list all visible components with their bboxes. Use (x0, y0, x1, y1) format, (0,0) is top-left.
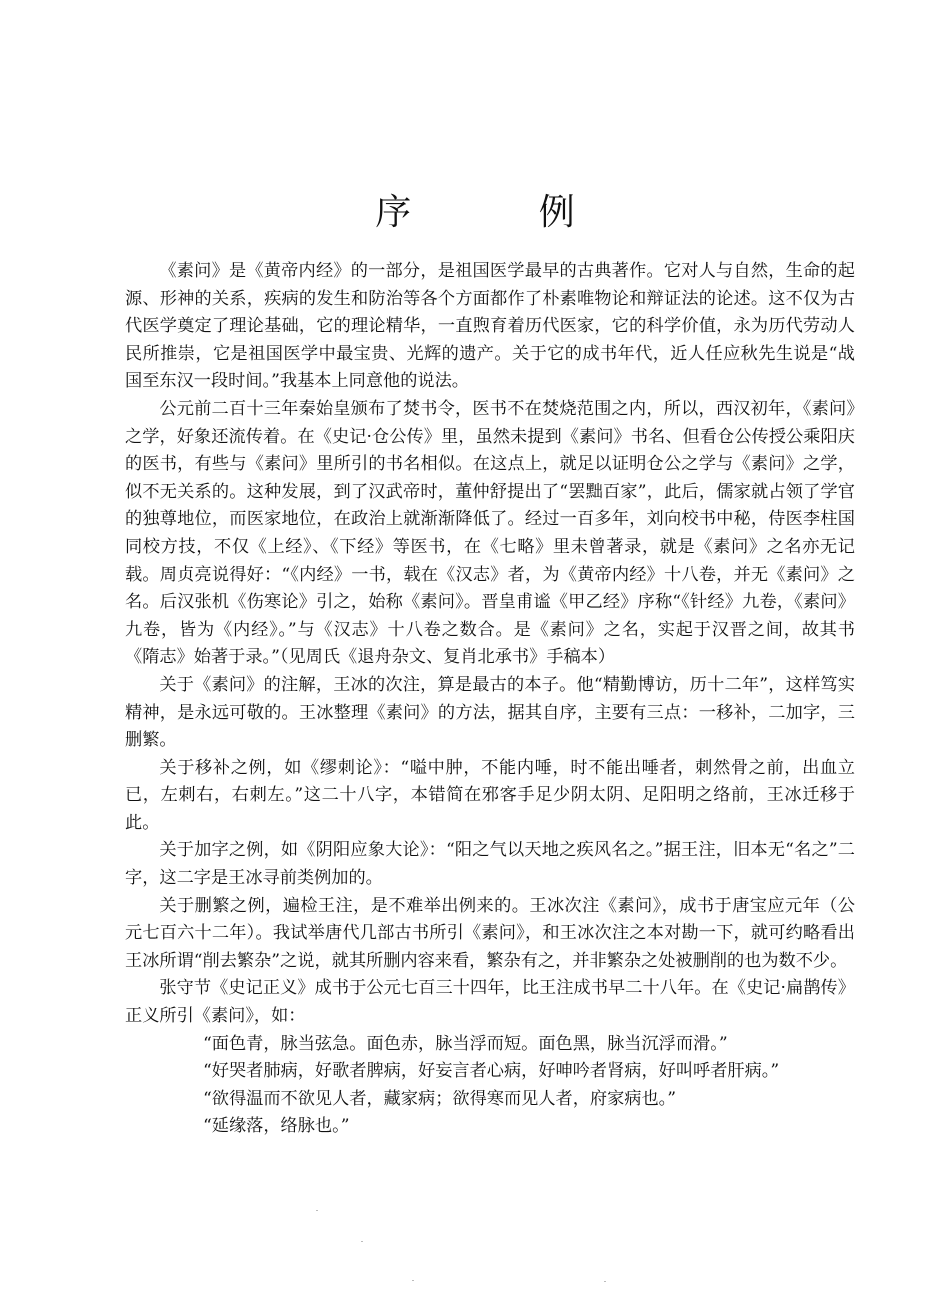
paragraph-deletion: 关于删繁之例，遍检王注，是不难举出例来的。王冰次注《素问》，成书于唐宝应元年（公元七百六十二年）。我试举唐代几部古书所引《素问》，和王冰次注之本对勘一下，就可约略看出王冰所谓“削去繁杂”之说，就其所删内容来看，繁杂有之，并非繁杂之处被删削的也为数不少。 (125, 895, 855, 971)
quote-line: “面色青，脉当弦急。面色赤，脉当浮而短。面色黑，脉当沉浮而滑。” (203, 1033, 728, 1054)
paragraph-relocation: 关于移补之例，如《缪刺论》：“嗌中肿，不能内唾，时不能出唾者，刺然骨之前，出血立已，左刺右，右刺左。”这二十八字，本错简在邪客手足少阴太阴、足阳明之络前，王冰迁移于此。 (125, 757, 855, 833)
scan-speck (361, 1241, 363, 1242)
quote-line: “延缘落，络脉也。” (203, 1116, 350, 1137)
quote-line: “欲得温而不欲见人者，藏家病；欲得寒而见人者，府家病也。” (203, 1088, 677, 1109)
paragraph-zhang-shoujie: 张守节《史记正义》成书于公元七百三十四年，比王注成书早二十八年。在《史记·扁鹊传》正义所引《素问》，如： (125, 978, 855, 1027)
quote-line: “好哭者肺病，好歌者脾病，好妄言者心病，好呻吟者肾病，好叫呼者肝病。” (203, 1061, 780, 1082)
paragraph-wang-bing: 关于《素问》的注解，王冰的次注，算是最古的本子。他“精勤博访，历十二年”，这样笃实精神，是永远可敬的。王冰整理《素问》的方法，据其自序，主要有三点：一移补，二加字，三删繁。 (125, 674, 855, 751)
body-text (125, 258, 855, 1141)
paragraph-history: 公元前二百十三年秦始皇颁布了焚书令，医书不在焚烧范围之内，所以，西汉初年，《素问》之学，好象还流传着。在《史记·仓公传》里，虽然未提到《素问》书名、但看仓公传授公乘阳庆的医书，有些与《素问》里所引的书名相似。在这点上，就足以证明仓公之学与《素问》之学，似不无关系的。这种发展，到了汉武帝时，董仲舒提出了“罢黜百家”，此后，儒家就占领了学官的独尊地位，而医家地位，在政治上就渐渐降低了。经过一百多年，刘向校书中秘，侍医李柱国同校方技，不仅《上经》、《下经》等医书，在《七略》里未曾著录，就是《素问》之名亦无记载。周贞亮说得好：“《内经》一书，载在《汉志》者，为《黄帝内经》十八卷，并无《素问》之名。后汉张机《伤寒论》引之，始称《素问》。晋皇甫谧《甲乙经》序称“《针经》九卷，《素问》九卷，皆为《内经》。”与《汉志》十八卷之数合。是《素问》之名，实起于汉晋之间，故其书《隋志》始著于录。”（见周氏《退舟杂文、复肖北承书》手稿本） (125, 398, 855, 668)
scan-speck (412, 1280, 414, 1281)
paragraph-addition: 关于加字之例，如《阴阳应象大论》：“阳之气以天地之疾风名之。”据王注，旧本无“名之”二字，这二字是王冰寻前类例加的。 (125, 840, 855, 889)
scan-speck (316, 1210, 318, 1211)
scan-speck (604, 1281, 606, 1282)
page-title: 序 例 (375, 192, 633, 233)
paragraph-intro: 《素问》是《黄帝内经》的一部分，是祖国医学最早的古典著作。它对人与自然，生命的起源、形神的关系，疾病的发生和防治等各个方面都作了朴素唯物论和辩证法的论述。这不仅为古代医学奠定了理论基础，它的理论精华，一直煦育着历代医家，它的科学价值，永为历代劳动人民所推崇，它是祖国医学中最宝贵、光辉的遗产。关于它的成书年代，近人任应秋先生说是“战国至东汉一段时间。”我基本上同意他的说法。 (125, 261, 855, 392)
